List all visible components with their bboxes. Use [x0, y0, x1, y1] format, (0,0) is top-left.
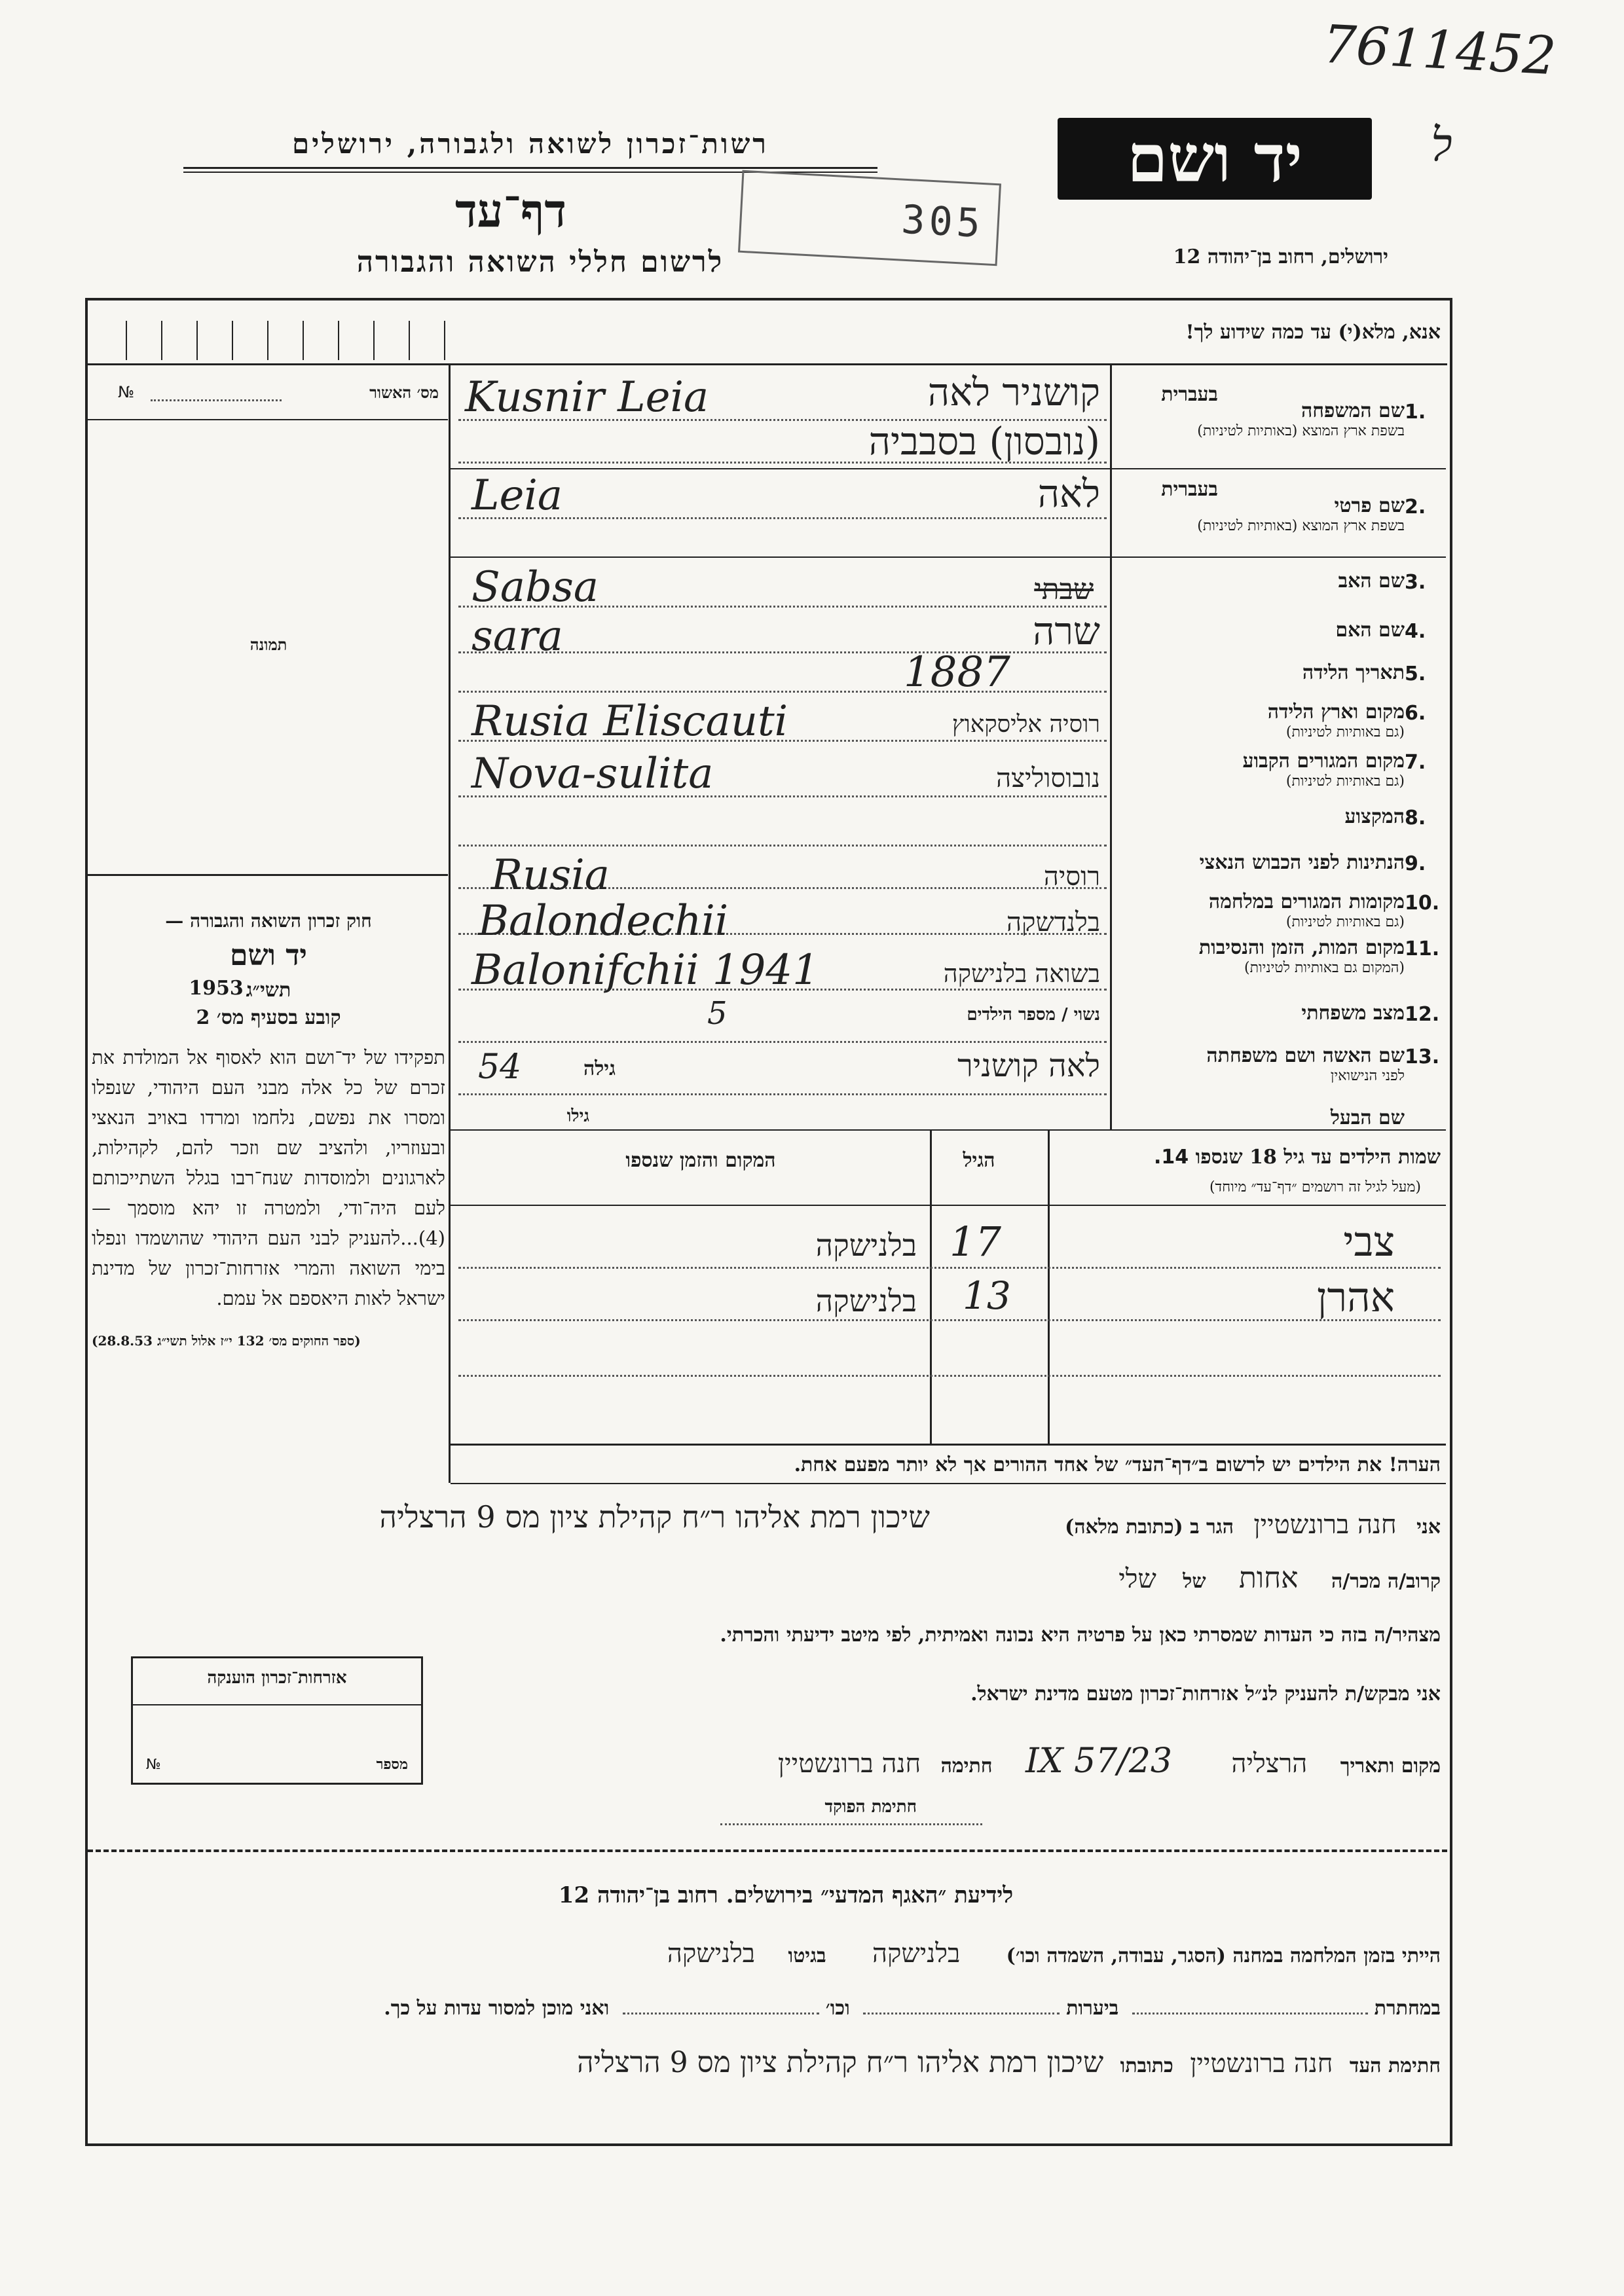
certificate-box: אזרחות־זכרון הוענקה מספר №	[131, 1656, 423, 1785]
age-label: גילה	[583, 1057, 616, 1080]
field-label-text: שם האשה ושם משפחתה	[1206, 1044, 1405, 1067]
field-number: 12.	[1405, 1003, 1440, 1026]
approval-no-suffix: №	[118, 383, 134, 401]
field-label-sub: (גם באותיות לטיניות)	[1285, 914, 1405, 930]
lang-hebrew-1: בעברית	[1161, 383, 1218, 406]
field-label-8	[1116, 805, 1405, 828]
field-label-9	[1116, 851, 1405, 874]
field-number: 1.	[1405, 401, 1426, 424]
field-number: 13.	[1405, 1046, 1440, 1068]
bottom-line1: הייתי בזמן המלחמה במחנה (הסגר, עבודה, השמדה וכו׳) בלנישקה בגיטו בלנישקה	[667, 1939, 1441, 1969]
field-label-text: שם האם	[1335, 619, 1405, 642]
field-label-14	[1116, 1106, 1405, 1129]
field-label-text: תאריך הלידה	[1302, 661, 1405, 684]
field-number: 3.	[1405, 571, 1426, 594]
age-label-husband: גילו	[566, 1106, 589, 1126]
surname-latin: Kusnir Leia	[465, 373, 709, 422]
witness-line: חתימת העד חנה ברונשטיין כתובתו שיכון רמת אליהו ר״ח קהילת ציון מס 9 הרצליה	[577, 2046, 1441, 2079]
field-number: 8.	[1405, 807, 1426, 829]
firstname-hebrew: לאה	[1037, 471, 1100, 516]
field-label-4	[1116, 619, 1405, 642]
birthplace-latin: Rusia Eliscauti	[471, 697, 788, 746]
surname-hebrew-2: (נובסון) בסבביה	[868, 419, 1100, 464]
lang-hebrew-2: בעברית	[1161, 478, 1218, 501]
nationality-hebrew: רוסיה	[1043, 862, 1100, 892]
field-label-text: מקום המגורים הקבוע	[1242, 750, 1405, 773]
law-text: תפקידו של יד־ושם הוא לאסוף אל המולדת את זכרם של כל אלה מבני העם היהודי, שנפלו ומסרו את נפשם, נלחמו ומרדו באויב הנאצי ובעוזריו, ולהציב שם וזכר להם, לקהילות, לארגונים ולמוסדות שנח־רבו בגלל השתייכותם לעם היה־ודי, ולמטרה זו יהא מוסמך — (4)...להעניק לבני העם היהודי שהושמדו ונפלו בימי השואה והמרי אזרחות־זכרון של מדינת ישראל לאות היאספם אל עמם.	[92, 1046, 445, 1309]
relation-line: קרוב/ה מכר/ה אחות של שלי	[1118, 1561, 1441, 1595]
form-subtitle: לרשום חללי השואה והגבורה	[356, 246, 724, 279]
archive-number: 7611452	[1321, 13, 1558, 87]
field-label-12	[1116, 1002, 1405, 1025]
field-number: 7.	[1405, 751, 1426, 774]
field-label-text: מצב משפחתי	[1301, 1002, 1405, 1025]
place-date-line: מקום ותאריך הרצליה 23/IX 57 חתימה חנה ברונשטיין	[777, 1741, 1441, 1781]
age-value: 54	[478, 1048, 522, 1087]
field-label-sub: (המקום גם באותיות לטיניות)	[1244, 960, 1405, 976]
children-subtitle: (מעל לגיל זה רושמים ״דף־עד״ מיוחד)	[1209, 1179, 1421, 1195]
field-number: 10.	[1405, 892, 1440, 915]
declaration-line1: אני חנה ברונשטיין הגר ב (כתובת מלאה)	[1065, 1510, 1441, 1540]
death-hebrew: בשואה בלנישקה	[943, 959, 1100, 988]
org-line: רשות־זכרון לשואה ולגבורה, ירושלים	[292, 128, 769, 160]
field-label-text: שם הבעל	[1330, 1106, 1405, 1129]
field-label-2	[1116, 494, 1405, 534]
field-number: 4.	[1405, 620, 1426, 643]
col-place-header: המקום והזמן שנספו	[625, 1149, 776, 1172]
birthplace-hebrew: רוסיה אליסקאוץ	[951, 711, 1100, 738]
photo-label: תמונה	[249, 635, 287, 654]
field-label-sub: (גם באותיות לטיניות)	[1285, 724, 1405, 740]
field-label-text: מקומות המגורים במלחמה	[1208, 890, 1405, 913]
official-signature: חתימת הפוקד	[824, 1797, 917, 1817]
field-label-text: שם המשפחה	[1301, 399, 1405, 422]
field-number: 6.	[1405, 702, 1426, 725]
field-label-sub: בשפת ארץ המוצא (באותיות לטיניות)	[1197, 518, 1405, 534]
death-latin: Balonifchii 1941	[471, 946, 819, 994]
law-source: (ספר החוקים מס׳ 132 י״ז אלול תשי״ג 28.8.53)	[92, 1333, 361, 1349]
field-label-10	[1116, 890, 1405, 930]
wartime-hebrew: בלנדשקה	[1006, 907, 1100, 938]
father-hebrew: שבתי	[1034, 573, 1094, 606]
field-label-3	[1116, 570, 1405, 592]
field-label-sub: לפני הנישואין	[1330, 1068, 1405, 1084]
mother-hebrew: שרה	[1033, 609, 1100, 653]
declarant-address: שיכון רמת אליהו ר״ח קהילת ציון מס 9 הרצליה	[379, 1499, 930, 1535]
form-title: דף־עד	[454, 183, 566, 238]
child-2-name: אהרן	[1316, 1273, 1395, 1321]
children-title: שמות הילדים עד גיל 18 שנספו 14.	[1153, 1146, 1441, 1169]
bottom-line2: במחתרת ביערות וכו׳ ואני מוכן למסור עדות על כך.	[384, 1997, 1441, 2020]
instruction: אנא, מלא(י) עד כמה שידוע לך!	[1185, 321, 1441, 344]
father-latin: Sabsa	[471, 563, 599, 611]
field-label-7	[1116, 750, 1405, 790]
col-age-header: הגיל	[963, 1149, 995, 1172]
law-box: חוק זכרון השואה והגבורה — יד ושם תשי״ג 1953 קובע בסעיף מס׳ 2 תפקידו של יד־ושם הוא לאסוף אל המולדת את זכרם של כל אלה מבני העם היהודי, שנפלו ומסרו את נפשם, נלחמו ומרדו באויב הנאצי ובעוזריו, ולהציב שם וזכר להם, לקהילות, לארגונים ולמוסדות שנח־רבו בגלל השתייכותם לעם היה־ודי, ולמטרה זו יהא מוסמך — (4)...להעניק לבני העם היהודי שהושמדו ונפלו בימי השואה והמרי אזרחות־זכרון של מדינת ישראל לאות היאספם אל עמם. (ספר החוקים מס׳ 132 י״ז אלול תשי״ג 28.8.53)	[92, 910, 445, 1349]
request: אני מבקש/ת להעניק לנ״ל אזרחות־זכרון מטעם מדינת ישראל.	[970, 1683, 1441, 1705]
field-label-text: שם פרטי	[1334, 494, 1405, 517]
field-label-sub: (גם באותיות לטיניות)	[1285, 773, 1405, 790]
surname-hebrew: קושניר לאה	[927, 370, 1100, 414]
margin-mark: ל	[1431, 118, 1452, 172]
field-number: 9.	[1405, 852, 1426, 875]
field-label-5	[1116, 661, 1405, 684]
field-label-1	[1116, 399, 1405, 439]
child-2-place: בלנישקה	[815, 1283, 917, 1319]
mother-latin: sara	[471, 612, 563, 661]
residence-latin: Nova-sulita	[471, 750, 714, 798]
firstname-latin: Leia	[471, 471, 563, 520]
wartime-latin: Balondechii	[478, 897, 729, 945]
field-label-6	[1116, 701, 1405, 740]
children-count: 5	[707, 995, 728, 1032]
field-label-text: המקצוע	[1344, 805, 1405, 828]
residence-hebrew: נובוסוליצה	[996, 763, 1100, 793]
field-number: 11.	[1405, 938, 1440, 960]
child-1-age: 17	[950, 1218, 1001, 1266]
child-1-name: צבי	[1343, 1218, 1395, 1266]
code-boxes	[92, 321, 445, 360]
field-label-11	[1116, 936, 1405, 976]
field-label-text: הנתינות לפני הכבוש הנאצי	[1199, 851, 1405, 874]
note: הערה! את הילדים יש לרשום ב״דף־העד״ של אחד ההורים אך לא יותר מפעם אחת.	[794, 1453, 1441, 1476]
statement: מצהיר/ה בזה כי העדות שמסרתי כאן על פרטיה היא נכונה ואמיתית, לפי מיטב ידיעתי והכרתי.	[720, 1624, 1441, 1647]
field-label-text: מקום וארץ הלידה	[1267, 701, 1405, 723]
field-number: 5.	[1405, 663, 1426, 685]
field-number: 2.	[1405, 496, 1426, 519]
child-1-place: בלנישקה	[815, 1228, 917, 1263]
yad-vashem-logo: יד ושם	[1058, 118, 1372, 200]
address: ירושלים, רחוב בן־יהודה 12	[1173, 246, 1388, 268]
bottom-title: לידיעת ״האגף המדעי״ בירושלים. רחוב בן־יהודה 12	[558, 1882, 1014, 1908]
wife-name: לאה קושניר	[957, 1048, 1100, 1084]
approval-no-label: מס׳ האשור	[369, 383, 439, 402]
field-label-text: שם האב	[1338, 570, 1405, 592]
field-label-text: מקום המות, הזמן והנסיבות	[1198, 936, 1405, 959]
field-label-13	[1116, 1044, 1405, 1084]
marital-options: נשוי / מספר הילדים	[967, 1005, 1100, 1025]
birth-date: 1887	[904, 648, 1010, 697]
field-label-sub: בשפת ארץ המוצא (באותיות לטיניות)	[1197, 423, 1405, 439]
nationality-latin: Rusia	[491, 851, 610, 900]
form-code-stamp: 305	[738, 170, 1001, 266]
child-2-age: 13	[963, 1273, 1011, 1318]
